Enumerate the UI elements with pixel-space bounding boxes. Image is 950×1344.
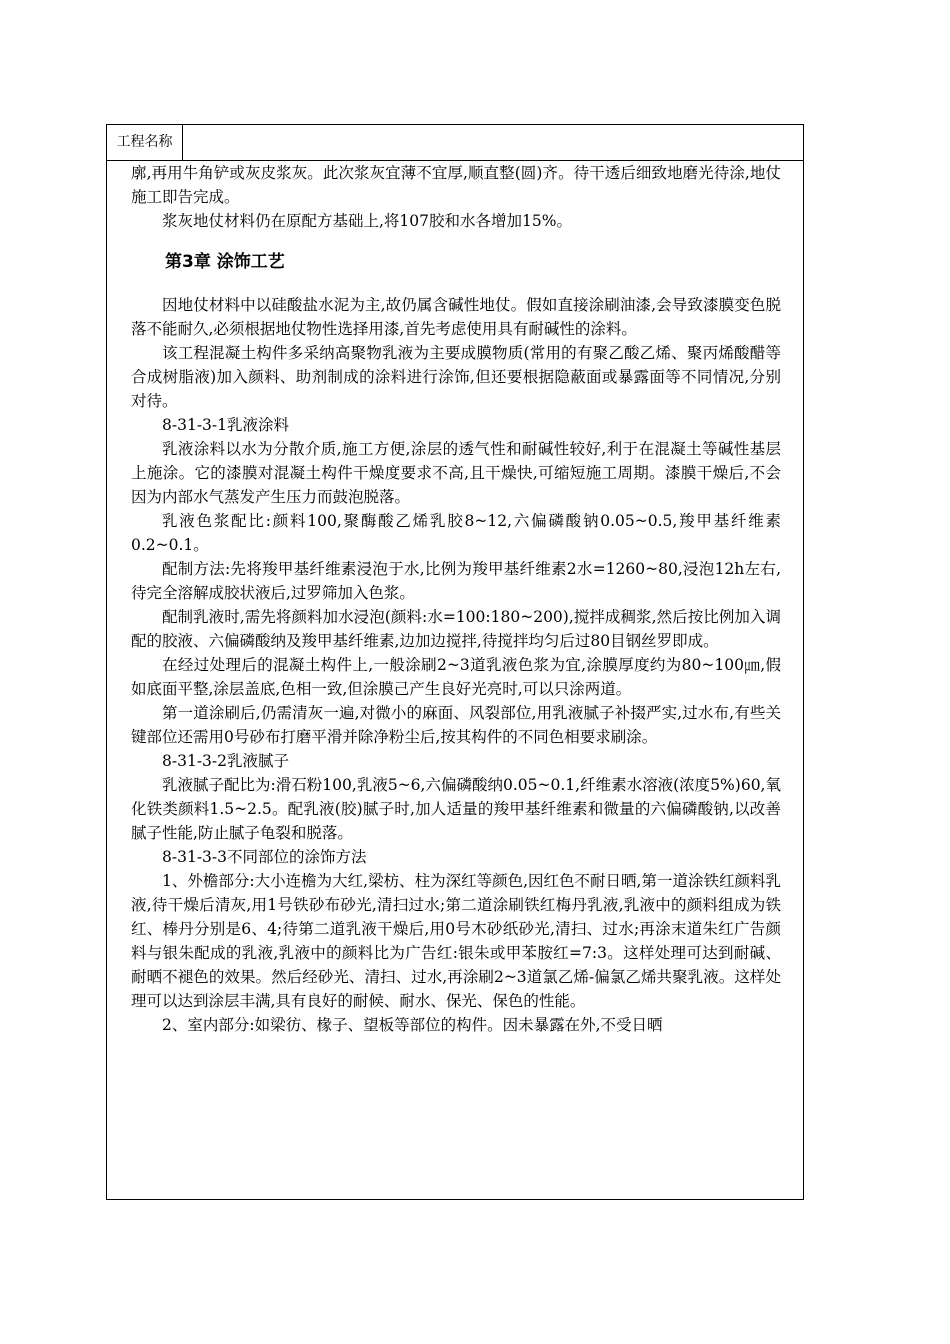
header-row <box>107 125 803 161</box>
paragraph: 乳液色浆配比:颜料100,聚酶酸乙烯乳胶8~12,六偏磷酸钠0.05~0.5,羧甲基纤维素0.2~0.1。 <box>131 512 781 554</box>
paragraph: 该工程混凝土构件多采纳高聚物乳液为主要成膜物质(常用的有聚乙酸乙烯、聚丙烯酸醋等合成树脂液)加入颜料、助剂制成的涂料进行涂饰,但还要根据隐蔽面或暴露面等不同情况,分别对待。 <box>131 344 781 410</box>
paragraph: 廓,再用牛角铲或灰皮浆灰。此次浆灰宜薄不宜厚,顺直整(圆)齐。待干透后细致地磨光待涂,地仗施工即告完成。 <box>131 164 781 206</box>
project-name-value <box>183 125 803 160</box>
paragraph: 2、室内部分:如梁彷、椽子、望板等部位的构件。因未暴露在外,不受日晒 <box>162 1016 663 1034</box>
section-heading: 8-31-3-3不同部位的涂饰方法 <box>162 848 367 866</box>
project-name-label: 工程名称 <box>107 125 183 160</box>
chapter-heading: 第3章 涂饰工艺 <box>165 252 285 272</box>
paragraph: 乳液涂料以水为分散介质,施工方便,涂层的透气性和耐碱性较好,利于在混凝土等碱性基层上施涂。它的漆膜对混凝土构件干燥度要求不高,且干燥快,可缩短施工周期。漆膜干燥后,不会因为内部水气蒸发产生压力而鼓泡脱落。 <box>131 440 781 506</box>
document-frame <box>106 124 804 1200</box>
section-heading: 8-31-3-2乳液腻子 <box>162 752 290 770</box>
paragraph: 浆灰地仗材料仍在原配方基础上,将107胶和水各增加15%。 <box>162 212 572 230</box>
paragraph: 在经过处理后的混凝土构件上,一般涂刷2~3道乳液色浆为宜,涂膜厚度约为80~100㎛,假如底面平整,涂层盖底,色相一致,但涂膜己产生良好光亮时,可以只涂两道。 <box>131 656 781 698</box>
paragraph: 乳液腻子配比为:滑石粉100,乳液5~6,六偏磷酸纳0.05~0.1,纤维素水溶液(浓度5%)60,氧化铁类颜料1.5~2.5。配乳液(胶)腻子时,加人适量的羧甲基纤维素和微量的六偏磷酸钠,以改善腻子性能,防止腻子龟裂和脱落。 <box>131 776 781 842</box>
paragraph: 第一道涂刷后,仍需清灰一遍,对微小的麻面、风裂部位,用乳液腻子补掇严实,过水布,有些关键部位还需用0号砂布打磨平滑并除净粉尘后,按其构件的不同色相要求刷涂。 <box>131 704 781 746</box>
paragraph: 配制乳液时,需先将颜料加水浸泡(颜料:水=100:180~200),搅拌成稠浆,然后按比例加入调配的胶液、六偏磷酸纳及羧甲基纤维素,边加边搅拌,待搅拌均匀后过80目钢丝罗即成。 <box>131 608 781 650</box>
paragraph: 1、外檐部分:大小连檐为大红,梁枋、柱为深红等颜色,因红色不耐日晒,第一道涂铁红颜料乳液,待干燥后清灰,用1号铁砂布砂光,清扫过水;第二道涂刷铁红梅丹乳液,乳液中的颜料组成为铁红、棒丹分别是6、4;待第二道乳液干燥后,用0号木砂纸砂光,清扫、过水;再涂末道朱红广告颜料与银朱配成的乳液,乳液中的颜料比为广告红:银朱或甲苯胺红=7:3。这样处理可达到耐碱、耐晒不褪色的效果。然后经砂光、清扫、过水,再涂刷2~3道氯乙烯-偏氯乙烯共聚乳液。这样处理可以达到涂层丰满,具有良好的耐候、耐水、保光、保色的性能。 <box>131 872 781 1010</box>
paragraph: 因地仗材料中以硅酸盐水泥为主,故仍属含碱性地仗。假如直接涂刷油漆,会导致漆膜变色脱落不能耐久,必须根据地仗物性选择用漆,首先考虑使用具有耐碱性的涂料。 <box>131 296 781 338</box>
section-heading: 8-31-3-1乳液涂料 <box>162 416 290 434</box>
paragraph: 配制方法:先将羧甲基纤维素浸泡于水,比例为羧甲基纤维素2水=1260~80,浸泡12h左右,待完全溶解成胶状液后,过罗筛加入色浆。 <box>131 560 781 602</box>
document-body <box>131 161 781 1037</box>
